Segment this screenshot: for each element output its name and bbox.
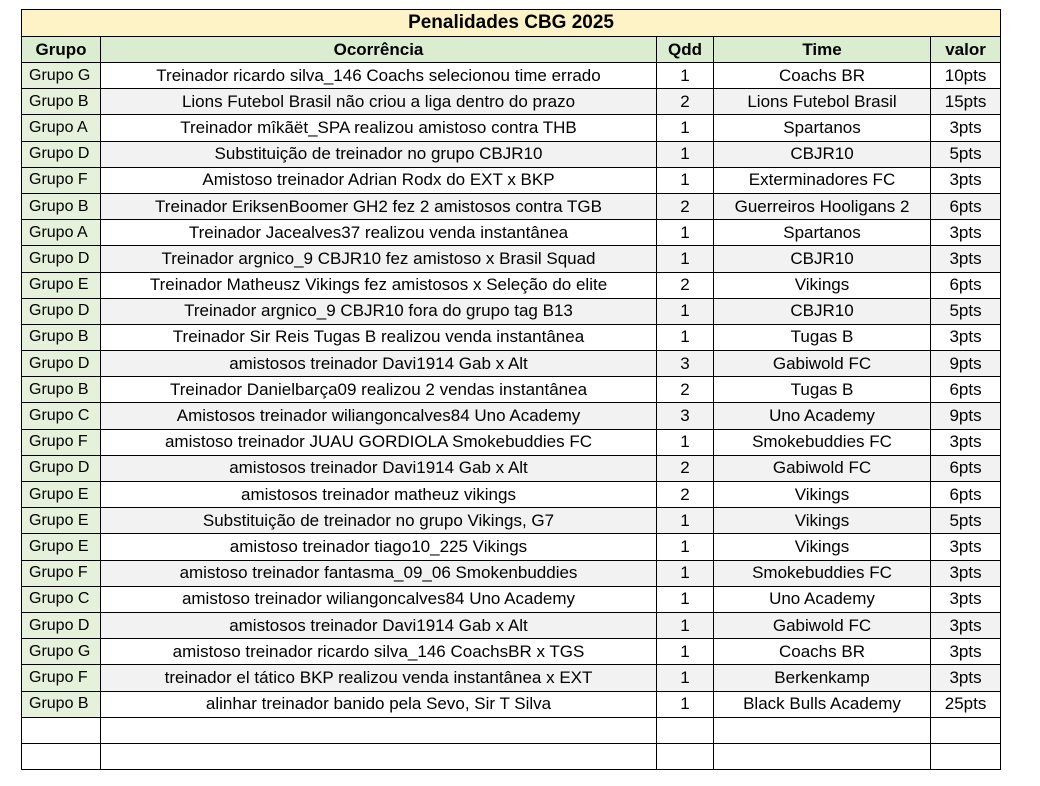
cell-ocorrencia[interactable]: Treinador Matheusz Vikings fez amistosos x Seleção do elite (101, 272, 657, 298)
cell-time[interactable] (714, 717, 931, 743)
cell-valor[interactable]: 9pts (931, 403, 1001, 429)
cell-grupo[interactable]: Grupo D (22, 351, 101, 377)
cell-valor[interactable]: 9pts (931, 351, 1001, 377)
cell-valor[interactable]: 6pts (931, 455, 1001, 481)
cell-time[interactable]: Coachs BR (714, 63, 931, 89)
table-row (22, 691, 1001, 717)
cell-grupo[interactable] (22, 743, 101, 769)
cell-qdd[interactable]: 2 (657, 455, 714, 481)
table-row (22, 665, 1001, 691)
cell-grupo[interactable]: Grupo D (22, 246, 101, 272)
cell-valor[interactable]: 25pts (931, 691, 1001, 717)
cell-grupo[interactable]: Grupo A (22, 220, 101, 246)
cell-time[interactable]: Tugas B (714, 377, 931, 403)
cell-time[interactable]: Spartanos (714, 220, 931, 246)
cell-time[interactable]: Coachs BR (714, 639, 931, 665)
cell-time[interactable]: Smokebuddies FC (714, 429, 931, 455)
table-row (22, 89, 1001, 115)
cell-valor[interactable]: 3pts (931, 167, 1001, 193)
cell-valor[interactable]: 3pts (931, 560, 1001, 586)
cell-grupo[interactable]: Grupo G (22, 63, 101, 89)
cell-valor[interactable]: 3pts (931, 220, 1001, 246)
cell-grupo[interactable]: Grupo E (22, 508, 101, 534)
cell-time[interactable]: Gabiwold FC (714, 612, 931, 638)
cell-ocorrencia[interactable]: amistosos treinador Davi1914 Gab x Alt (101, 612, 657, 638)
cell-ocorrencia[interactable]: amistosos treinador Davi1914 Gab x Alt (101, 351, 657, 377)
cell-time[interactable]: Vikings (714, 508, 931, 534)
cell-ocorrencia[interactable]: amistoso treinador fantasma_09_06 Smokenbuddies (101, 560, 657, 586)
cell-ocorrencia[interactable] (101, 743, 657, 769)
cell-grupo[interactable]: Grupo D (22, 455, 101, 481)
cell-grupo[interactable]: Grupo G (22, 639, 101, 665)
table-title: Penalidades CBG 2025 (22, 10, 1001, 37)
cell-ocorrencia[interactable] (101, 717, 657, 743)
table-row (22, 167, 1001, 193)
cell-qdd[interactable]: 1 (657, 429, 714, 455)
cell-grupo[interactable]: Grupo E (22, 272, 101, 298)
cell-grupo[interactable]: Grupo F (22, 429, 101, 455)
cell-time[interactable]: Exterminadores FC (714, 167, 931, 193)
table-row (22, 298, 1001, 324)
cell-qdd[interactable]: 3 (657, 403, 714, 429)
cell-grupo[interactable]: Grupo A (22, 115, 101, 141)
header-time: Time (714, 37, 931, 63)
table-row (22, 560, 1001, 586)
cell-time[interactable] (714, 743, 931, 769)
header-valor: valor (931, 37, 1001, 63)
cell-qdd[interactable]: 2 (657, 377, 714, 403)
cell-qdd[interactable]: 1 (657, 115, 714, 141)
cell-grupo[interactable]: Grupo B (22, 691, 101, 717)
cell-ocorrencia[interactable]: amistoso treinador tiago10_225 Vikings (101, 534, 657, 560)
cell-ocorrencia[interactable]: Lions Futebol Brasil não criou a liga dentro do prazo (101, 89, 657, 115)
table-row (22, 193, 1001, 219)
cell-time[interactable]: Gabiwold FC (714, 351, 931, 377)
cell-grupo[interactable]: Grupo F (22, 560, 101, 586)
cell-ocorrencia[interactable]: Substituição de treinador no grupo Vikings, G7 (101, 508, 657, 534)
cell-grupo[interactable]: Grupo D (22, 141, 101, 167)
cell-ocorrencia[interactable]: Treinador Danielbarça09 realizou 2 vendas instantânea (101, 377, 657, 403)
cell-valor[interactable]: 6pts (931, 272, 1001, 298)
table-row (22, 246, 1001, 272)
cell-valor[interactable]: 3pts (931, 324, 1001, 350)
cell-valor[interactable]: 3pts (931, 639, 1001, 665)
cell-ocorrencia[interactable]: Treinador Jacealves37 realizou venda instantânea (101, 220, 657, 246)
cell-time[interactable]: Gabiwold FC (714, 455, 931, 481)
cell-ocorrencia[interactable]: amistosos treinador Davi1914 Gab x Alt (101, 455, 657, 481)
cell-qdd[interactable]: 2 (657, 89, 714, 115)
cell-valor[interactable]: 6pts (931, 377, 1001, 403)
table-row (22, 324, 1001, 350)
cell-valor[interactable]: 6pts (931, 482, 1001, 508)
header-grupo: Grupo (22, 37, 101, 63)
table-row (22, 115, 1001, 141)
cell-valor[interactable]: 6pts (931, 193, 1001, 219)
cell-time[interactable]: Lions Futebol Brasil (714, 89, 931, 115)
cell-ocorrencia[interactable]: Treinador ricardo silva_146 Coachs selecionou time errado (101, 63, 657, 89)
cell-grupo[interactable]: Grupo B (22, 193, 101, 219)
cell-valor[interactable]: 5pts (931, 508, 1001, 534)
cell-ocorrencia[interactable]: Treinador argnico_9 CBJR10 fora do grupo tag B13 (101, 298, 657, 324)
cell-valor[interactable]: 15pts (931, 89, 1001, 115)
cell-qdd[interactable]: 1 (657, 586, 714, 612)
cell-valor[interactable]: 3pts (931, 115, 1001, 141)
cell-ocorrencia[interactable]: alinhar treinador banido pela Sevo, Sir T Silva (101, 691, 657, 717)
cell-ocorrencia[interactable]: amistoso treinador JUAU GORDIOLA Smokebuddies FC (101, 429, 657, 455)
cell-qdd[interactable]: 1 (657, 534, 714, 560)
cell-time[interactable]: CBJR10 (714, 246, 931, 272)
table-row (22, 272, 1001, 298)
cell-grupo[interactable]: Grupo B (22, 324, 101, 350)
table-row (22, 141, 1001, 167)
cell-grupo[interactable]: Grupo B (22, 89, 101, 115)
cell-grupo[interactable]: Grupo D (22, 298, 101, 324)
cell-grupo[interactable]: Grupo B (22, 377, 101, 403)
cell-qdd[interactable]: 1 (657, 639, 714, 665)
cell-valor[interactable]: 3pts (931, 534, 1001, 560)
cell-qdd[interactable]: 1 (657, 612, 714, 638)
cell-time[interactable]: Spartanos (714, 115, 931, 141)
cell-qdd[interactable]: 1 (657, 691, 714, 717)
cell-ocorrencia[interactable]: amistoso treinador ricardo silva_146 CoachsBR x TGS (101, 639, 657, 665)
cell-qdd[interactable]: 1 (657, 220, 714, 246)
cell-time[interactable]: Smokebuddies FC (714, 560, 931, 586)
cell-valor[interactable]: 3pts (931, 612, 1001, 638)
cell-qdd[interactable]: 1 (657, 246, 714, 272)
cell-ocorrencia[interactable]: amistosos treinador matheuz vikings (101, 482, 657, 508)
cell-grupo[interactable]: Grupo D (22, 612, 101, 638)
cell-qdd[interactable]: 2 (657, 193, 714, 219)
cell-time[interactable]: Uno Academy (714, 586, 931, 612)
table-row (22, 534, 1001, 560)
cell-valor[interactable]: 5pts (931, 141, 1001, 167)
cell-time[interactable]: Guerreiros Hooligans 2 (714, 193, 931, 219)
cell-qdd[interactable]: 1 (657, 63, 714, 89)
cell-time[interactable]: CBJR10 (714, 298, 931, 324)
table-row (22, 612, 1001, 638)
cell-ocorrencia[interactable]: Treinador mîkãët_SPA realizou amistoso contra THB (101, 115, 657, 141)
table-row (22, 63, 1001, 89)
cell-grupo[interactable]: Grupo E (22, 482, 101, 508)
cell-grupo[interactable]: Grupo F (22, 665, 101, 691)
cell-qdd[interactable]: 1 (657, 167, 714, 193)
table-row (22, 351, 1001, 377)
table-row (22, 586, 1001, 612)
cell-ocorrencia[interactable]: Treinador EriksenBoomer GH2 fez 2 amistosos contra TGB (101, 193, 657, 219)
table-row (22, 482, 1001, 508)
cell-qdd[interactable]: 1 (657, 141, 714, 167)
table-row (22, 220, 1001, 246)
cell-grupo[interactable]: Grupo E (22, 534, 101, 560)
cell-ocorrencia[interactable]: Substituição de treinador no grupo CBJR10 (101, 141, 657, 167)
table-row (22, 403, 1001, 429)
cell-valor[interactable]: 3pts (931, 665, 1001, 691)
cell-valor[interactable] (931, 743, 1001, 769)
penalties-table (21, 9, 1001, 770)
cell-qdd[interactable]: 2 (657, 482, 714, 508)
cell-grupo[interactable]: Grupo F (22, 167, 101, 193)
cell-grupo[interactable]: Grupo C (22, 586, 101, 612)
cell-valor[interactable] (931, 717, 1001, 743)
table-row (22, 639, 1001, 665)
cell-qdd[interactable] (657, 743, 714, 769)
header-ocorrencia: Ocorrência (101, 37, 657, 63)
cell-valor[interactable]: 3pts (931, 429, 1001, 455)
cell-time[interactable]: Black Bulls Academy (714, 691, 931, 717)
cell-grupo[interactable]: Grupo C (22, 403, 101, 429)
cell-ocorrencia[interactable]: Treinador Sir Reis Tugas B realizou venda instantânea (101, 324, 657, 350)
cell-time[interactable]: Vikings (714, 534, 931, 560)
cell-qdd[interactable]: 1 (657, 665, 714, 691)
cell-time[interactable]: Vikings (714, 272, 931, 298)
cell-grupo[interactable] (22, 717, 101, 743)
cell-valor[interactable]: 3pts (931, 246, 1001, 272)
header-qdd: Qdd (657, 37, 714, 63)
cell-qdd[interactable]: 1 (657, 508, 714, 534)
table-row (22, 508, 1001, 534)
table-row (22, 743, 1001, 769)
cell-qdd[interactable]: 1 (657, 324, 714, 350)
cell-ocorrencia[interactable]: Amistoso treinador Adrian Rodx do EXT x BKP (101, 167, 657, 193)
cell-qdd[interactable] (657, 717, 714, 743)
table-body (22, 63, 1001, 770)
cell-qdd[interactable]: 1 (657, 560, 714, 586)
cell-valor[interactable]: 5pts (931, 298, 1001, 324)
cell-qdd[interactable]: 2 (657, 272, 714, 298)
cell-ocorrencia[interactable]: treinador el tático BKP realizou venda instantânea x EXT (101, 665, 657, 691)
cell-ocorrencia[interactable]: Amistosos treinador wiliangoncalves84 Uno Academy (101, 403, 657, 429)
cell-time[interactable]: Berkenkamp (714, 665, 931, 691)
table-row (22, 717, 1001, 743)
cell-time[interactable]: Vikings (714, 482, 931, 508)
cell-qdd[interactable]: 3 (657, 351, 714, 377)
cell-time[interactable]: Tugas B (714, 324, 931, 350)
cell-ocorrencia[interactable]: amistoso treinador wiliangoncalves84 Uno Academy (101, 586, 657, 612)
cell-valor[interactable]: 3pts (931, 586, 1001, 612)
cell-qdd[interactable]: 1 (657, 298, 714, 324)
cell-ocorrencia[interactable]: Treinador argnico_9 CBJR10 fez amistoso x Brasil Squad (101, 246, 657, 272)
table-row (22, 455, 1001, 481)
cell-time[interactable]: Uno Academy (714, 403, 931, 429)
table-row (22, 377, 1001, 403)
cell-time[interactable]: CBJR10 (714, 141, 931, 167)
cell-valor[interactable]: 10pts (931, 63, 1001, 89)
table-row (22, 429, 1001, 455)
